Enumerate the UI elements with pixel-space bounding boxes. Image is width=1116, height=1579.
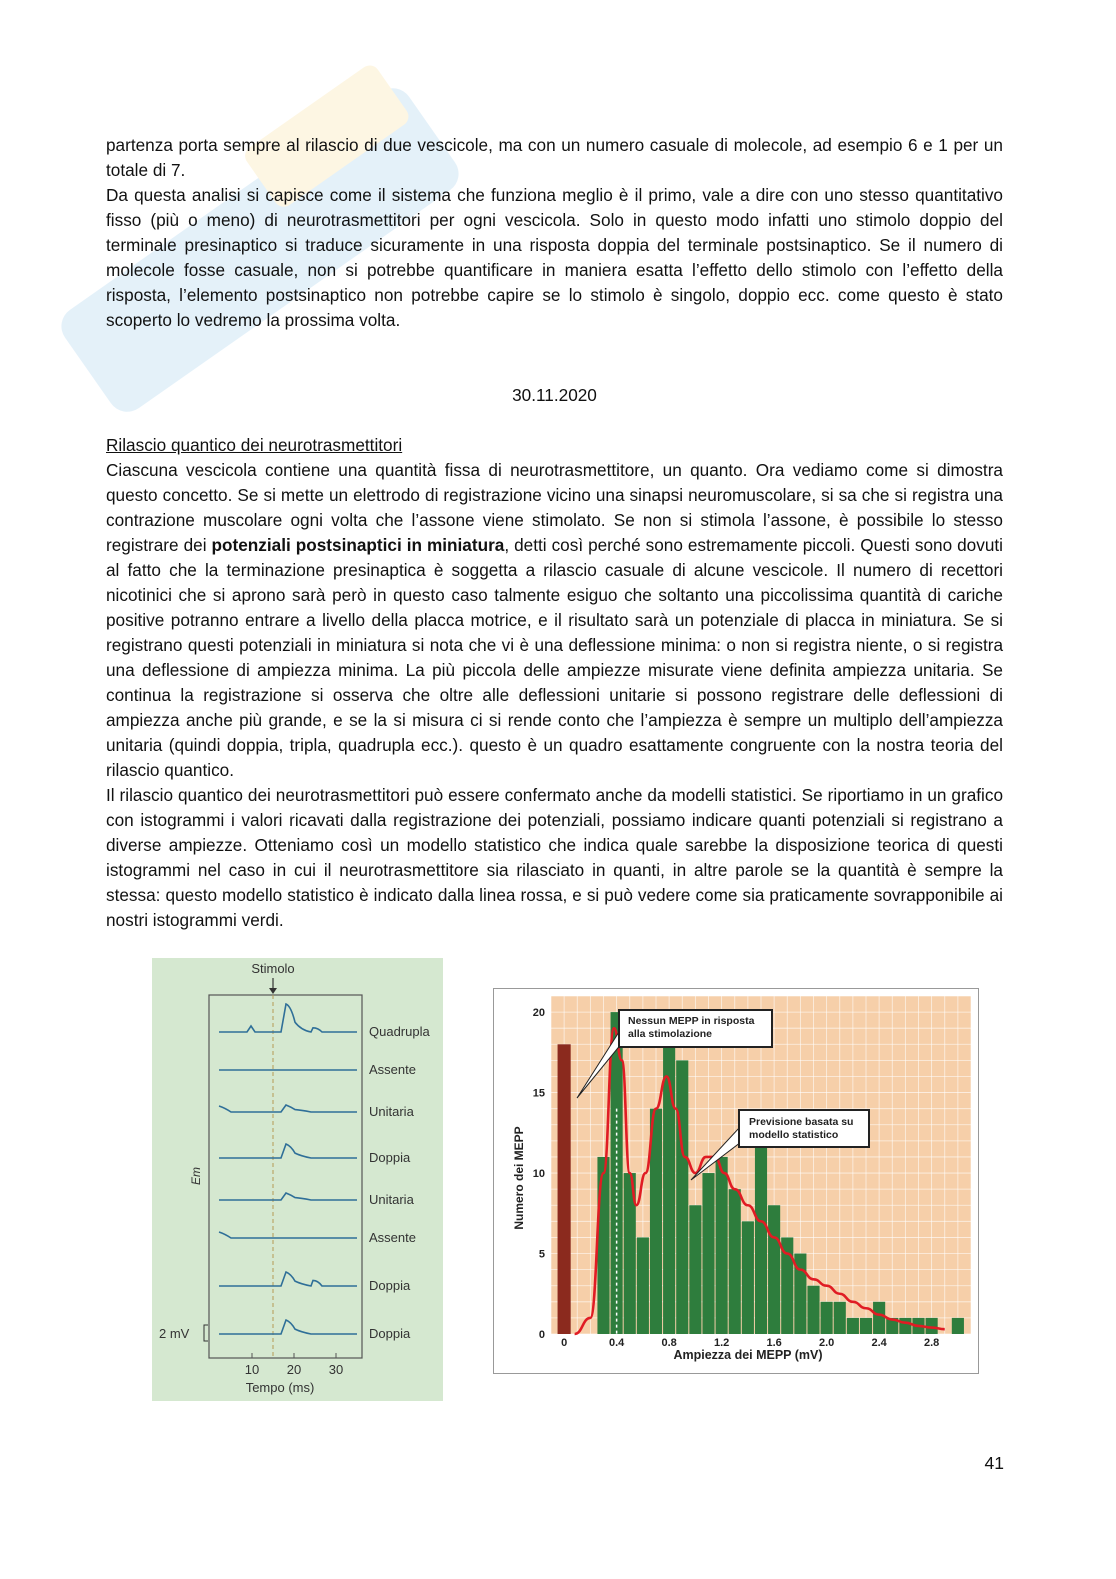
histogram-bar <box>755 1125 767 1334</box>
histogram-bar <box>663 1028 675 1334</box>
section-heading: Rilascio quantico dei neurotrasmettitori <box>106 435 403 455</box>
intro-paragraph: partenza porta sempre al rilascio di due vescicole, ma con un numero casuale di molecole, ad esempio 6 e 1 per un totale di 7. <box>106 135 1003 180</box>
y-axis-label: Em <box>189 1167 203 1185</box>
x-tick-label: 20 <box>286 1362 302 1377</box>
histogram-bar <box>676 1060 688 1334</box>
mepp-traces-figure <box>152 958 443 1401</box>
histogram-bar <box>834 1302 846 1334</box>
lecture-date: 30.11.2020 <box>512 385 597 405</box>
x-tick-label: 0.4 <box>608 1337 625 1349</box>
mepp-histogram-figure <box>493 988 979 1374</box>
histogram-bar <box>847 1318 859 1334</box>
histogram-bar <box>768 1205 780 1334</box>
y-tick-label: 15 <box>532 1087 545 1100</box>
histogram-bar <box>899 1318 911 1334</box>
trace-label: Assente <box>369 1230 416 1245</box>
trace-label: Assente <box>369 1062 416 1077</box>
x-tick-label: 0.8 <box>661 1337 677 1349</box>
x-tick-label: 1.6 <box>766 1337 782 1349</box>
histogram-bar <box>729 1189 741 1334</box>
x-tick-label: 0 <box>561 1337 568 1349</box>
histogram-bar-zero <box>558 1044 571 1334</box>
x-tick-label: 10 <box>244 1362 260 1377</box>
trace-label: Doppia <box>369 1150 411 1165</box>
histogram-bar <box>873 1302 885 1334</box>
section-paragraph: Il rilascio quantico dei neurotrasmettitori può essere confermato anche da modelli statistici. Se riportiamo in un grafico con istogrammi i valori ricavati dalla registrazione dei potenziali, possiamo indicare quanti potenziali si registrano a diverse ampiezze. Otteniamo così un modello statistico che indica quale sarebbe la disposizione teorica di questi istogrammi nel caso in cui il neurotrasmettitore sia rilasciato in quanti, in altre parole se la quantità è sempre la stessa: questo modello statistico è indicato dalla linea rossa, e si può vedere come sia praticamente sovrapponibile ai nostri istogrammi verdi. <box>106 785 1003 930</box>
x-axis-label: Tempo (ms) <box>245 1380 315 1395</box>
histogram-bar <box>597 1157 609 1334</box>
annotation-text: alla stimolazione <box>628 1028 713 1040</box>
y-tick-label: 5 <box>538 1248 545 1261</box>
histogram-bar <box>860 1318 872 1334</box>
intro-paragraph: Da questa analisi si capisce come il sistema che funziona meglio è il primo, vale a dire con uno stesso quantitativo fisso (più o meno) di neurotrasmettitori per ogni vescicola. Solo in questo modo infatti uno stimolo doppio del terminale presinaptico si traduce sicuramente in una risposta doppia del terminale postsinaptico. Se il numero di molecole fosse casuale, non si potrebbe quantificare in maniera esatta l’effetto dello stimolo con l’effetto della risposta, l’elemento postsinaptico non potrebbe capire se lo stimolo è singolo, doppio ecc. come questo è stato scoperto lo vedremo la prossima volta. <box>106 185 1003 330</box>
section-paragraph <box>106 458 1003 783</box>
x-tick-label: 30 <box>328 1362 344 1377</box>
x-tick-label: 1.2 <box>713 1337 730 1349</box>
x-axis-label: Ampiezza dei MEPP (mV) <box>673 1348 823 1362</box>
y-tick-label: 20 <box>532 1007 545 1020</box>
annotation-text: Previsione basata su <box>749 1116 854 1128</box>
y-axis-label: Numero dei MEPP <box>512 1126 526 1230</box>
x-tick-label: 2.4 <box>871 1337 887 1349</box>
histogram-bar <box>821 1302 833 1334</box>
annotation-text: modello statistico <box>749 1129 839 1141</box>
x-tick-label: 2.0 <box>818 1337 835 1349</box>
paragraph-text: Ciascuna vescicola contiene una quantità fissa di neurotrasmettitore, un quanto. Ora vediamo come si dimostra questo concetto. Se si mette un elettrodo di registrazione vicino una sinapsi neuromuscolare, si sa che si registra una contrazione muscolare ogni volta che l’assone viene stimolato. Se non si stimola l’assone, è possibile lo stesso registrare dei <box>106 460 1003 555</box>
trace-label: Unitaria <box>369 1192 414 1207</box>
annotation-text: Nessun MEPP in risposta <box>628 1015 755 1027</box>
paragraph-text: , detti così perché sono estremamente piccoli. Questi sono dovuti al fatto che la terminazione presinaptica è soggetta a rilascio casuale di alcune vescicole. Il numero di recettori nicotinici che si aprono sarà però in questo caso talmente esiguo che soltanto una piccolissima quantità di cariche positive potranno entrare a livello della placca motrice, e il risultato sarà un potenziale di placca in miniatura. Se si registrano questi potenziali in miniatura si nota che vi è una deflessione minima: o non si registra niente, o si registra una deflessione di ampiezza minima. La più piccola delle ampiezze misurate viene definita ampiezza unitaria. Se continua la registrazione si osserva che oltre alle deflessioni unitarie si possono registrare delle deflessioni di ampiezza anche più grande, e se la si misura ci si rende conto che l’ampiezza è sempre un multiplo dell’ampiezza unitaria (quindi doppia, tripla, quadrupla ecc.). questo è un quadro esattamente congruente con la nostra teoria del rilascio quantico. <box>106 535 1003 780</box>
histogram-bar <box>637 1237 649 1334</box>
y-tick-label: 10 <box>532 1168 545 1181</box>
histogram-bar <box>807 1286 819 1334</box>
scale-bar-label: 2 mV <box>159 1326 190 1341</box>
trace-label: Doppia <box>369 1278 411 1293</box>
x-tick-label: 2.8 <box>923 1337 940 1349</box>
histogram-bar <box>702 1173 714 1334</box>
y-tick-label: 0 <box>538 1329 545 1341</box>
section-quantal-release <box>106 433 1003 933</box>
trace-label: Quadrupla <box>369 1024 430 1039</box>
trace-label: Doppia <box>369 1326 411 1341</box>
page-number: 41 <box>984 1453 1004 1473</box>
histogram-bar <box>716 1157 728 1334</box>
stimulus-label: Stimolo <box>251 961 295 976</box>
histogram-bar <box>742 1221 754 1334</box>
histogram-bar <box>952 1318 964 1334</box>
bold-term: potenziali postsinaptici in miniatura <box>211 535 505 555</box>
intro-text <box>106 133 1003 333</box>
histogram-bar <box>689 1205 701 1334</box>
trace-label: Unitaria <box>369 1104 414 1119</box>
